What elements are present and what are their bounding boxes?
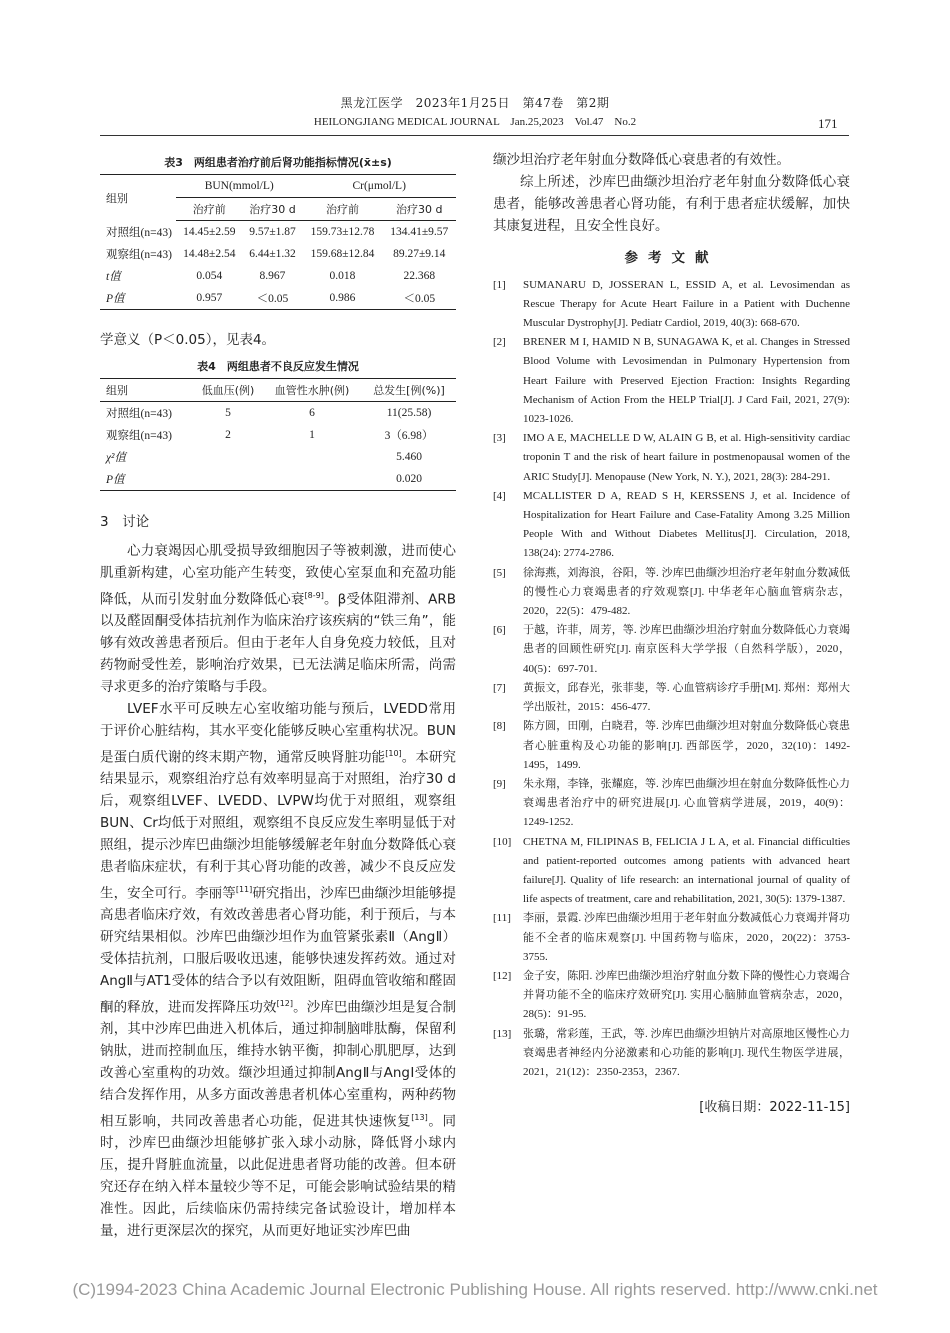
reference-text: SUMANARU D, JOSSERAN L, ESSID A, et al. Levosimendan as Rescue Therapy for Acute Heart Failure in a Patient with Duchenne Muscular Dystrophy[J]. Pediatr Cardiol, 2019, 40(3): 668-670. [523,278,850,330]
text-run: 。沙库巴曲缬沙坦是复合制剂，其中沙库巴曲进入机体后，通过抑制脑啡肽酶，保留利钠肽，进而控制血压，维持水钠平衡，抑制心肌肥厚，达到改善心室重构的功效。缬沙坦通过抑制AngⅡ与AngⅠ受体的结合发挥作用，从多方面改善患者机体心室重构，两种药物相互影响，共同改善患者心功能，促进其快速恢复 [100,999,457,1130]
reference-text: BRENER M I, HAMID N B, SUNAGAWA K, et al. Changes in Stressed Blood Volume with Levosimendan in Pulmonary Hypertension from Heart Failure with Preserved Ejection Fraction: Insights Regarding Mechanism of Action From the HELP Trial[J]. J Card Fail, 2021, 27(9): 1023-1026. [523,336,850,426]
copyright-footer: (C)1994-2023 China Academic Journal Electronic Publishing House. All rights reserved. http://www.cnki.net [72,1280,878,1299]
reference-item [493,621,850,679]
text-run: 。本研究结果显示，观察组治疗总有效率明显高于对照组，治疗30 d后，观察组LVEF、LVEDD、LVPW均优于对照组，观察组BUN、Cr均低于对照组，观察组不良反应发生率明显低于对照组，提示沙库巴曲缬沙坦能够缓解老年射血分数降低心衰患者临床症状，有利于其心肾功能的改善，减少不良反应发生，安全可行。李丽等 [100,749,457,901]
table-cell: ＜0.05 [383,287,456,310]
text-run: 。同时，沙库巴曲缬沙坦能够扩张入球小动脉，降低肾小球内压，提升肾脏血流量，以此促进患者肾功能的改善。但本研究还存在纳入样本量较少等不足，可能会影响试验结果的精准性。因此，后续临床仍需持续完备试验设计，增加样本量，进行更深层次的探究，从而更好地证实沙库巴曲 [100,1113,457,1239]
table3-sub-header: 治疗30 d [243,198,303,221]
references-title: 参考文献 [624,249,719,266]
page-number: 171 [818,116,838,131]
reference-text: MCALLISTER D A, READ S H, KERSSENS J, et al. Incidence of Hospitalization for Heart Failure and Case-Fatality Among 3.25 Million People With and Without Diabetes Mellitus[J]. Circulation, 2018, 138(24): 2774-2786. [523,489,850,560]
reference-number: [4] [493,489,506,502]
table3-sub-header: 治疗前 [302,198,382,221]
table4-header: 组别 [100,378,194,401]
reference-text: 黄振文，邱春光，张菲斐，等. 心血管病诊疗手册[M]. 郑州：郑州大学出版社，2015：456-477. [523,681,850,714]
discussion-paragraph-2 [100,699,456,1243]
text-run: 研究指出，沙库巴曲缬沙坦能够提高患者临床疗效，有效改善患者心肾功能，利于预后，与本研究结果相似。沙库巴曲缬沙坦作为血管紧张素Ⅱ（AngⅡ）受体拮抗剂，口服后吸收迅速，能够快速发挥药效。通过对AngⅡ与AT1受体的结合予以有效阻断，阻碍血管收缩和醛固酮的释放，进而发挥降压功效 [100,885,457,1016]
table-cell [194,468,262,491]
row-label: 对照组(n=43) [106,407,172,420]
table-cell: 14.48±2.54 [183,248,236,260]
reference-number: [7] [493,681,506,694]
table-cell: ＜0.05 [243,287,303,310]
row-label: 对照组(n=43) [106,226,172,239]
text-run: LVEF水平可反映左心室收缩功能与预后，LVEDD常用于评价心脏结构，其水平变化能够反映心室重构状况。BUN是蛋白质代谢的终末期产物，通常反映肾脏功能 [100,700,456,766]
table-cell: 159.73±12.78 [310,226,375,238]
table-cell: 22.368 [403,270,436,282]
reference-item [493,967,850,1025]
reference-text: IMO A E, MACHELLE D W, ALAIN G B, et al. High-sensitivity cardiac troponin T and the risk of heart failure in postmenopausal women of the ARIC Study[J]. Menopause (New York, N. Y.), 2021, 28(3): 284-291. [523,432,850,483]
table4-caption: 表4 两组患者不良反应发生情况 [197,359,359,373]
reference-number: [6] [493,624,506,637]
table-cell: 11(25.58) [386,406,432,419]
table-row [100,424,456,446]
continued-text: 学意义（P＜0.05），见表4。 [100,332,276,348]
received-date: [收稿日期：2022-11-15] [699,1100,850,1116]
table-cell: 3（6.98） [384,429,434,442]
table-cell: 0.020 [362,468,456,491]
table-cell: 0.018 [329,270,356,282]
table-cell: 0.986 [302,287,382,310]
reference-text: 金子安，陈阳. 沙库巴曲缬沙坦治疗射血分数下降的慢性心力衰竭合并肾功能不全的临床疗效研究[J]. 实用心脑肺血管病杂志，2020，28(5)：91-95. [523,969,850,1021]
reference-text: 张璐，常彩莲，王武，等. 沙库巴曲缬沙坦钠片对高原地区慢性心力衰竭患者神经内分泌激素和心功能的影响[J]. 现代生物医学进展，2021，21(12)：2350-2353，2367. [523,1027,850,1078]
reference-text: 朱永翔，李锋，张耀庭，等. 沙库巴曲缬沙坦在射血分数降低性心力衰竭患者治疗中的研究进展[J]. 心血管病学进展，2019，40(9)：1249-1252. [523,777,850,829]
reference-number: [2] [493,336,506,349]
continued-text: 缬沙坦治疗老年射血分数降低心衰患者的有效性。 [493,152,790,168]
table-cell: 0.054 [196,270,223,282]
table-cell: 89.27±9.14 [393,248,446,260]
table3-caption: 表3 两组患者治疗前后肾功能指标情况(x̄±s) [164,156,392,169]
right-column [493,150,850,1115]
row-label: χ²值 [106,451,127,464]
reference-item [493,276,850,334]
table-cell: 6.44±1.32 [249,248,296,260]
journal-header-en: HEILONGJIANG MEDICAL JOURNAL Jan.25,2023 Vol.47 No.2 [313,116,637,128]
reference-text: 于越，许菲，周芳，等. 沙库巴曲缬沙坦治疗射血分数降低心力衰竭患者的回顾性研究[J]. 南京医科大学学报（自然科学版），2020，40(5)：697-701. [523,624,850,675]
reference-number: [1] [493,278,506,291]
table4-header: 总发生[例(%)] [362,378,456,401]
table-row [100,265,456,287]
table4-header: 血管性水肿(例) [262,378,362,401]
table-cell: 0.957 [176,287,243,310]
reference-item [493,679,850,717]
table-cell [262,446,362,468]
reference-number: [5] [493,566,506,579]
reference-item [493,487,850,564]
citation: [10] [385,748,402,758]
section-heading: 3 讨论 [100,513,150,530]
reference-number: [10] [493,835,512,848]
table3 [100,174,456,310]
table3-cr-header: Cr(μmol/L) [302,175,456,198]
reference-item [493,717,850,775]
table3-bun-header: BUN(mmol/L) [176,175,302,198]
table-row [100,221,456,244]
reference-text: 陈方圆，田刚，白晓君，等. 沙库巴曲缬沙坦对射血分数降低心衰患者心脏重构及心功能的影响[J]. 西部医学，2020，32(10)：1492-1495，1499. [523,720,850,771]
reference-number: [11] [493,912,511,925]
table-row [100,446,456,468]
table-cell: 1 [309,428,315,441]
row-label: 观察组(n=43) [106,429,172,442]
citation: [11] [235,884,253,894]
reference-number: [9] [493,777,506,790]
table-cell: 5 [225,406,231,419]
table3-sub-header: 治疗前 [176,198,243,221]
table-cell: 5.460 [396,450,422,463]
citation: [13] [411,1112,428,1122]
table-row [100,287,456,310]
reference-item [493,909,850,967]
table-row [100,401,456,424]
journal-header-cn: 黑龙江医学 2023年1月25日 第47卷 第2期 [340,96,610,110]
table3-sub-header: 治疗30 d [383,198,456,221]
table-cell: 6 [309,406,315,419]
table4-header: 低血压(例) [194,378,262,401]
reference-text: 李丽，景霞. 沙库巴曲缬沙坦用于老年射血分数减低心力衰竭并肾功能不全者的临床观察[J]. 中国药物与临床，2020，20(22)：3753-3755. [523,912,850,963]
table4 [100,378,456,491]
reference-list [493,276,850,1083]
table-cell: 159.68±12.84 [310,248,375,260]
reference-text: 徐海燕，刘海浪，谷阳，等. 沙库巴曲缬沙坦治疗老年射血分数减低的慢性心力衰竭患者的疗效观察[J]. 中华老年心脑血管病杂志，2020，22(5)：479-482. [523,566,850,618]
table-cell: 8.967 [259,270,286,282]
reference-number: [3] [493,432,506,445]
table-row [100,243,456,265]
table-cell: 9.57±1.87 [249,226,296,238]
text-run: 心力衰竭因心肌受损导致细胞因子等被刺激，进而使心肌重新构建，心室功能产生转变，致使心室泵血和充盈功能降低，从而引发射血分数降低心衰 [100,542,456,608]
table-cell: 14.45±2.59 [183,226,236,238]
table3-group-header: 组别 [100,175,176,221]
reference-number: [13] [493,1027,512,1040]
table-cell [262,468,362,491]
row-label: t值 [106,271,121,283]
row-label: P值 [100,287,176,310]
table-row [100,468,456,491]
row-label: 观察组(n=43) [106,249,172,261]
reference-item [493,429,850,487]
citation: [12] [276,998,294,1008]
reference-item [493,333,850,429]
table-cell [194,446,262,468]
table-cell: 134.41±9.57 [390,226,449,238]
text-run: 。β受体阻滞剂、ARB以及醛固酮受体拮抗剂作为临床治疗该疾病的“铁三角”，能够有效改善患者预后。但由于老年人自身免疫力较低，且对药物耐受性差，影响治疗效果，已无法满足临床所需，尚需寻求更多的治疗策略与手段。 [100,591,456,695]
reference-item [493,1025,850,1083]
discussion-paragraph-1 [100,541,456,699]
reference-text: CHETNA M, FILIPINAS B, FELICIA J L A, et al. Financial difficulties and patient-reported outcomes among patients with advanced heart failure[J]. Quality of life research: an international journal of quality of life aspects of treatment, care and rehabilitation, 2021, 30(5): 1379-1387. [523,835,850,906]
reference-item [493,775,850,833]
table-cell: 2 [225,428,231,441]
conclusion-paragraph: 综上所述，沙库巴曲缬沙坦治疗老年射血分数降低心衰患者，能够改善患者心肾功能，有利于患者症状缓解，加快其康复进程，且安全性良好。 [493,173,850,234]
citation: [8-9] [304,590,324,600]
reference-item [493,833,850,910]
reference-number: [8] [493,720,506,733]
left-column [100,150,456,1243]
reference-item [493,564,850,622]
row-label: P值 [100,468,194,491]
header-rule [100,135,849,136]
reference-number: [12] [493,969,512,982]
